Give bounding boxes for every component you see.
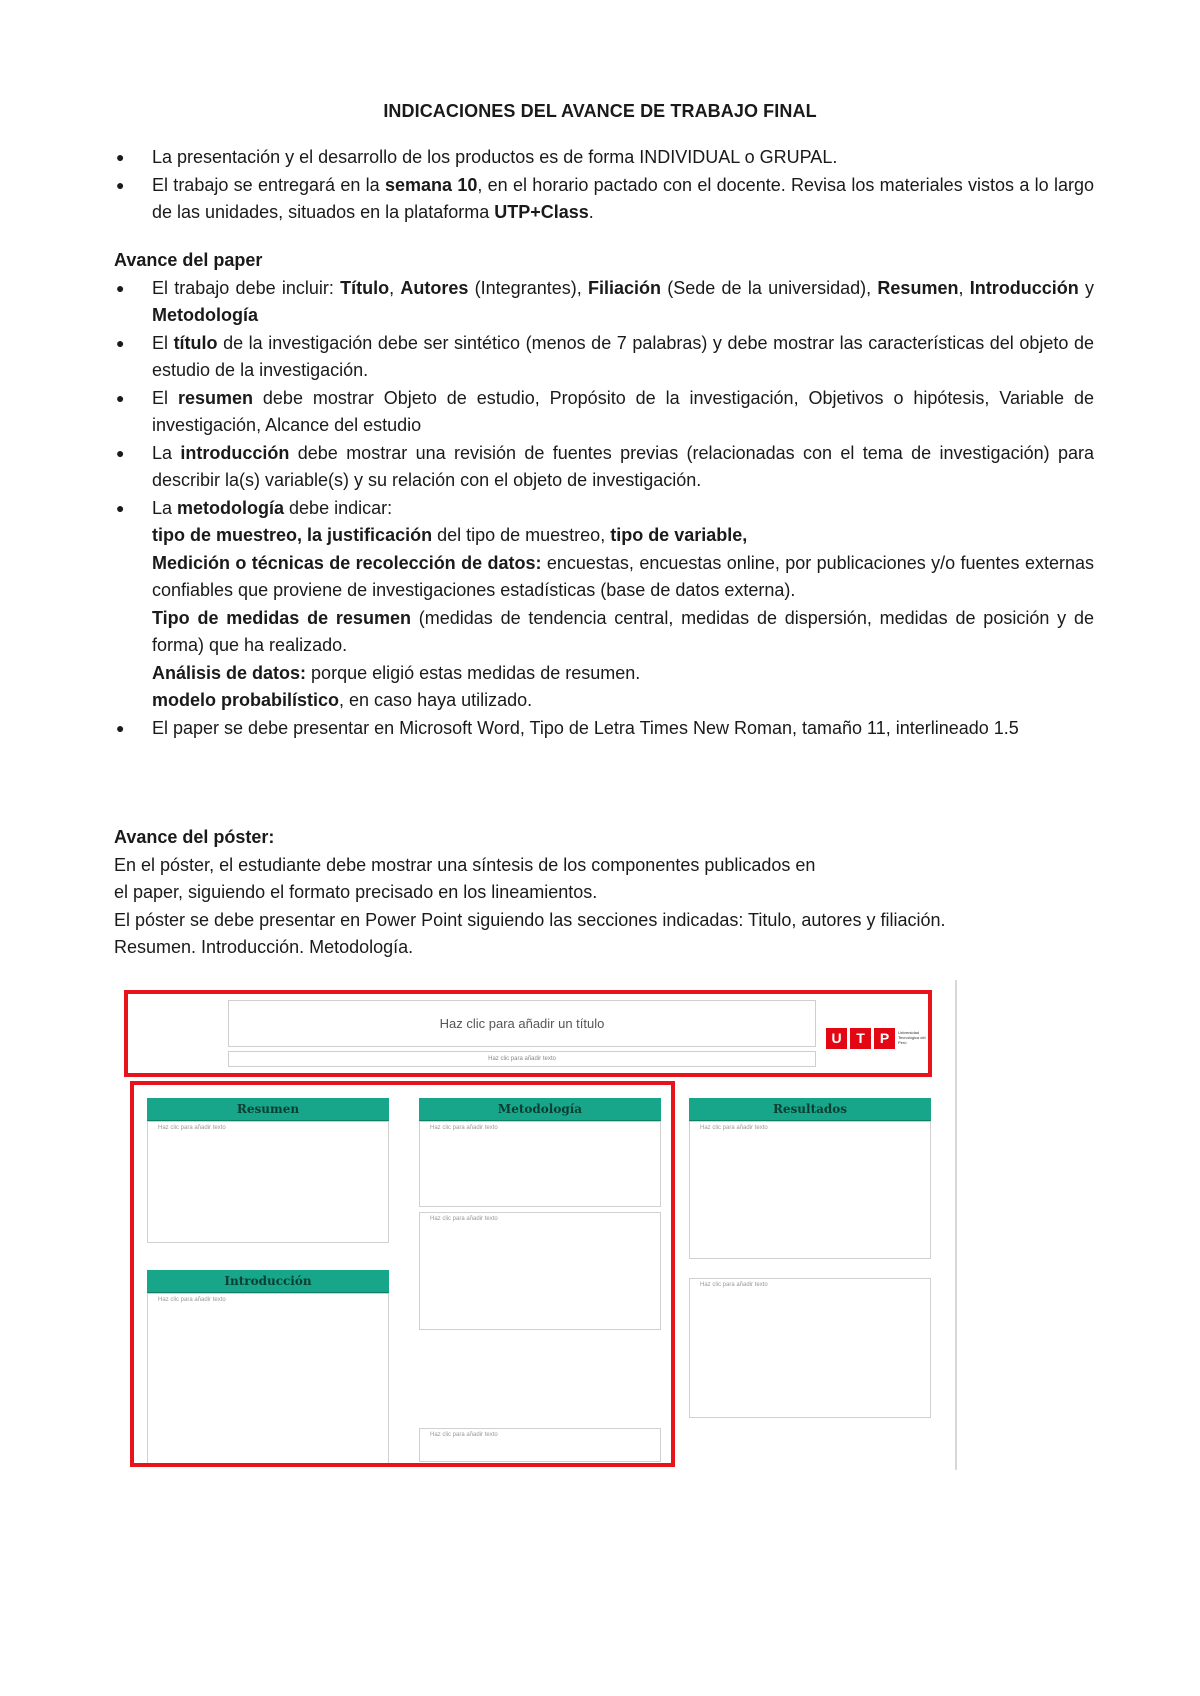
section-heading: Avance del póster: — [114, 827, 275, 847]
list-item: ● El trabajo se entregará en la semana 10, en el horario pactado con el docente. Revisa los materiales vistos a lo largo de las unidades, situados en la plataforma UTP+Class. — [114, 172, 1094, 227]
text-placeholder: Haz clic para añadir texto — [158, 1297, 226, 1303]
poster-text-line: El póster se debe presentar en Power Point siguiendo las secciones indicadas: Titulo, autores y filiación. — [114, 909, 946, 930]
section-heading: Avance del paper — [114, 250, 263, 270]
bullet-icon: ● — [116, 149, 125, 165]
bullet-icon: ● — [116, 444, 125, 461]
method-line: modelo probabilístico, en caso haya utilizado. — [152, 690, 533, 710]
sections-highlight-box — [130, 1081, 675, 1467]
logo-letter: U — [826, 1028, 847, 1049]
list-item: ● La presentación y el desarrollo de los productos es de forma INDIVIDUAL o GRUPAL. — [114, 144, 1094, 172]
method-line: Tipo de medidas de resumen (medidas de tendencia central, medidas de dispersión, medidas de posición y de forma) que ha realizado. — [152, 607, 1094, 655]
section-bar-resultados: Resultados — [689, 1098, 931, 1121]
section-bar-resumen: Resumen — [147, 1098, 389, 1121]
resultados-panel — [689, 1121, 931, 1259]
list-item: ● El trabajo debe incluir: Título, Autores (Integrantes), Filiación (Sede de la universidad), Resumen, Introducción y Metodología — [114, 275, 1094, 330]
poster-title-placeholder: Haz clic para añadir un título — [228, 1000, 816, 1047]
document-title: INDICACIONES DEL AVANCE DE TRABAJO FINAL — [383, 101, 817, 121]
section-bar-introduccion: Introducción — [147, 1270, 389, 1293]
header-highlight-box — [124, 990, 932, 1077]
bullet-icon: ● — [116, 334, 125, 351]
list-item: ● El resumen debe mostrar Objeto de estudio, Propósito de la investigación, Objetivos o hipótesis, Variable de investigación, Alcance del estudio — [114, 385, 1094, 440]
logo-letter: P — [874, 1028, 895, 1049]
poster-text-line: el paper, siguiendo el formato precisado en los lineamientos. — [114, 882, 598, 902]
bullet-icon: ● — [116, 499, 125, 516]
method-line: Medición o técnicas de recolección de datos: encuestas, encuestas online, por publicaciones y/o fuentes externas confiables que proviene de investigaciones estadísticas (base de datos externa). — [152, 552, 1094, 600]
intro-section — [114, 144, 1094, 227]
text-placeholder: Haz clic para añadir texto — [430, 1216, 498, 1222]
method-line: tipo de muestreo, la justificación del tipo de muestreo, tipo de variable, — [152, 525, 748, 545]
resultados-panel-2 — [689, 1278, 931, 1418]
poster-text-line: Resumen. Introducción. Metodología. — [114, 937, 414, 957]
text-placeholder: Haz clic para añadir texto — [430, 1125, 498, 1131]
text-placeholder: Haz clic para añadir texto — [158, 1125, 226, 1131]
list-item: ● La metodología debe indicar: tipo de muestreo, la justificación del tipo de muestreo, tipo de variable, Medición o técnicas de recolección de datos: encuestas, encuestas online, por publicaciones y/o fuentes externas confiables que proviene de investigaciones estadísticas (base de datos externa). Tipo de medidas de resumen (medidas de tendencia central, medidas de dispersión, medidas de posición y de forma) que ha realizado. Análisis de datos: porque eligió estas medidas de resumen. modelo probabilístico, en caso haya utilizado. — [114, 495, 1094, 715]
method-line: Análisis de datos: porque eligió estas medidas de resumen. — [152, 662, 641, 683]
logo-text: Universidad Tecnológica del Perú — [898, 1030, 926, 1045]
bullet-icon: ● — [116, 176, 125, 193]
list-item: ● El paper se debe presentar en Microsoft Word, Tipo de Letra Times New Roman, tamaño 11, interlineado 1.5 — [114, 715, 1094, 743]
text-placeholder: Haz clic para añadir texto — [430, 1432, 498, 1438]
poster-text-line: En el póster, el estudiante debe mostrar una síntesis de los componentes publicados en — [114, 854, 816, 875]
section-bar-metodologia: Metodología — [419, 1098, 661, 1121]
poster-section — [114, 824, 1094, 962]
list-item: ● El título de la investigación debe ser sintético (menos de 7 palabras) y debe mostrar las características del objeto de estudio de la investigación. — [114, 330, 1094, 385]
bullet-icon: ● — [116, 279, 125, 296]
logo-letter: T — [850, 1028, 871, 1049]
text-placeholder: Haz clic para añadir texto — [700, 1125, 768, 1131]
text-placeholder: Haz clic para añadir texto — [700, 1282, 768, 1288]
bullet-icon: ● — [116, 389, 125, 406]
bullet-icon: ● — [116, 719, 125, 736]
poster-subtitle-placeholder: Haz clic para añadir texto — [228, 1051, 816, 1067]
list-item: ● La introducción debe mostrar una revisión de fuentes previas (relacionadas con el tema de investigación) para describir la(s) variable(s) y su relación con el objeto de investigación. — [114, 440, 1094, 495]
paper-section — [114, 247, 1094, 742]
